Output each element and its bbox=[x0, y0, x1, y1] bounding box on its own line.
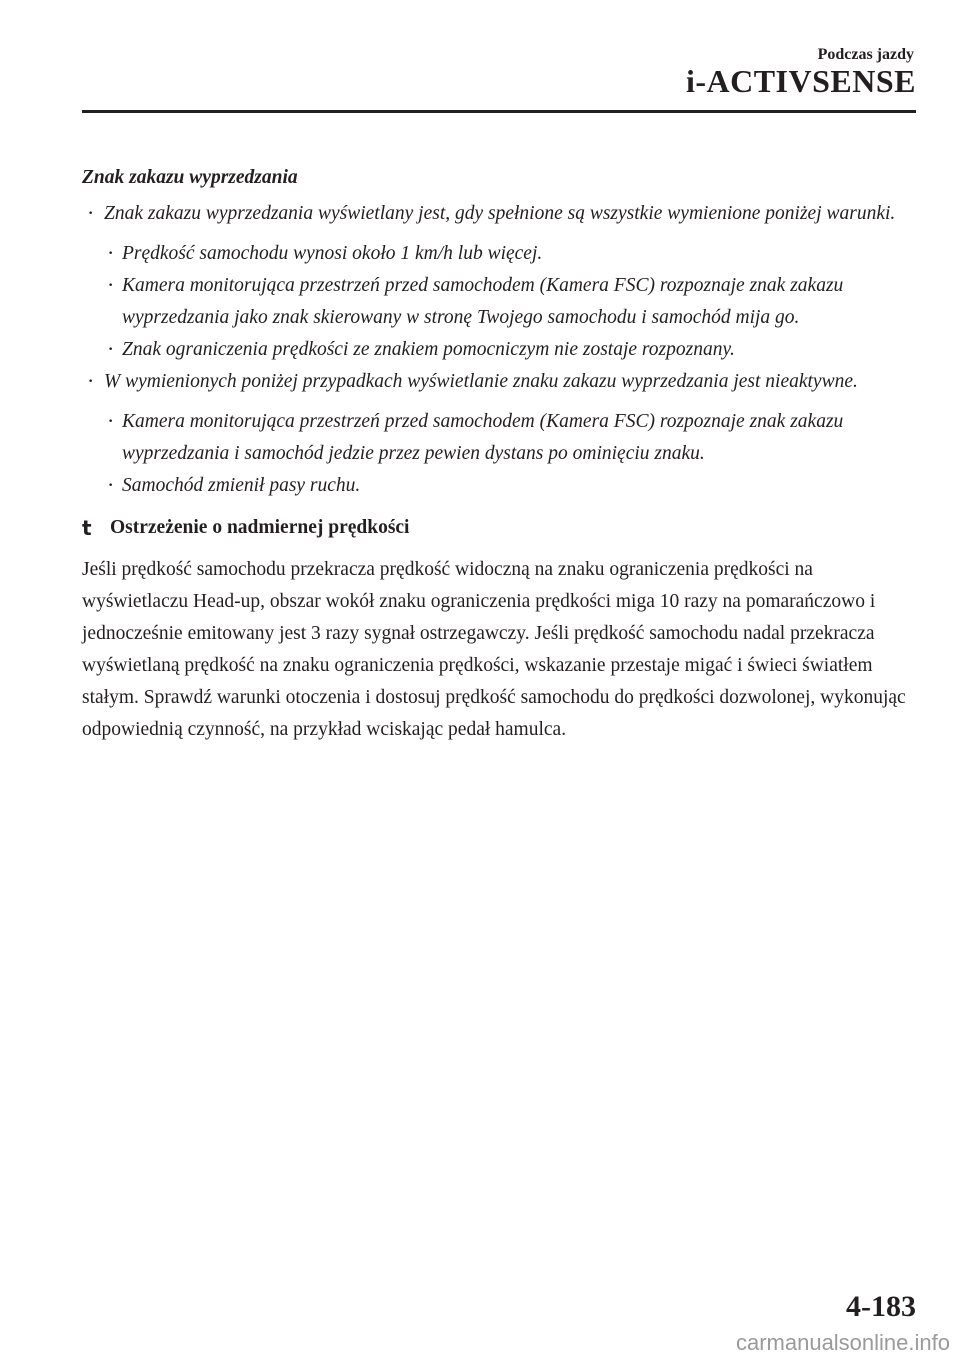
section-marker-icon: t bbox=[82, 516, 92, 540]
bullet-text: W wymienionych poniżej przypadkach wyświetlanie znaku zakazu wyprzedzania jest nieaktywne. bbox=[104, 371, 858, 392]
bullet-dot: · bbox=[108, 477, 114, 494]
bullet-dot: · bbox=[108, 341, 114, 358]
bullet-dot: · bbox=[108, 277, 114, 294]
section-heading-text: Ostrzeżenie o nadmiernej prędkości bbox=[110, 517, 410, 538]
header-divider bbox=[82, 110, 916, 113]
bullet-dot: · bbox=[88, 373, 94, 390]
bullet-dot: · bbox=[108, 413, 114, 430]
subheading: Znak zakazu wyprzedzania bbox=[82, 167, 298, 188]
bullet-dot: · bbox=[88, 205, 94, 222]
sub-bullet-item bbox=[82, 470, 912, 502]
page-content bbox=[82, 162, 912, 746]
sub-bullet-item bbox=[82, 238, 912, 270]
bullet-text: Znak zakazu wyprzedzania wyświetlany jest, gdy spełnione są wszystkie wymienione poniżej warunki. bbox=[104, 203, 896, 224]
sub-bullet-text: Kamera monitorująca przestrzeń przed samochodem (Kamera FSC) rozpoznaje znak zakazu wyprzedzania jako znak skierowany w stronę Twojego samochodu i samochód mija go. bbox=[122, 275, 844, 328]
page-number: 4-183 bbox=[846, 1290, 916, 1323]
bullet-item bbox=[82, 366, 912, 398]
sub-bullet-text: Kamera monitorująca przestrzeń przed samochodem (Kamera FSC) rozpoznaje znak zakazu wyprzedzania i samochód jedzie przez pewien dystans po ominięciu znaku. bbox=[122, 411, 844, 464]
section-heading bbox=[82, 512, 912, 544]
watermark: carmanualsonline.info bbox=[735, 1330, 950, 1355]
sub-bullet-text: Znak ograniczenia prędkości ze znakiem pomocniczym nie zostaje rozpoznany. bbox=[122, 339, 735, 360]
chapter-label: Podczas jazdy bbox=[817, 46, 914, 63]
bullet-dot: · bbox=[108, 245, 114, 262]
sub-bullet-item bbox=[82, 270, 912, 334]
sub-bullet-item bbox=[82, 406, 912, 470]
sub-bullet-text: Samochód zmienił pasy ruchu. bbox=[122, 475, 361, 496]
sub-bullet-text: Prędkość samochodu wynosi około 1 km/h lub więcej. bbox=[122, 243, 543, 264]
bullet-item bbox=[82, 198, 912, 230]
section-title: i-ACTIVSENSE bbox=[685, 63, 916, 99]
body-paragraph: Jeśli prędkość samochodu przekracza prędkość widoczną na znaku ograniczenia prędkości na wyświetlaczu Head-up, obszar wokół znaku ograniczenia prędkości miga 10 razy na pomarańczowo i jednocześnie emitowany jest 3 razy sygnał ostrzegawczy. Jeśli prędkość samochodu nadal przekracza wyświetlaną prędkość na znaku ograniczenia prędkości, wskazanie przestaje migać i świeci światłem stałym. Sprawdź warunki otoczenia i dostosuj prędkość samochodu do prędkości dozwolonej, wykonując odpowiednią czynność, na przykład wciskając pedał hamulca. bbox=[82, 559, 906, 740]
sub-bullet-item bbox=[82, 334, 912, 366]
